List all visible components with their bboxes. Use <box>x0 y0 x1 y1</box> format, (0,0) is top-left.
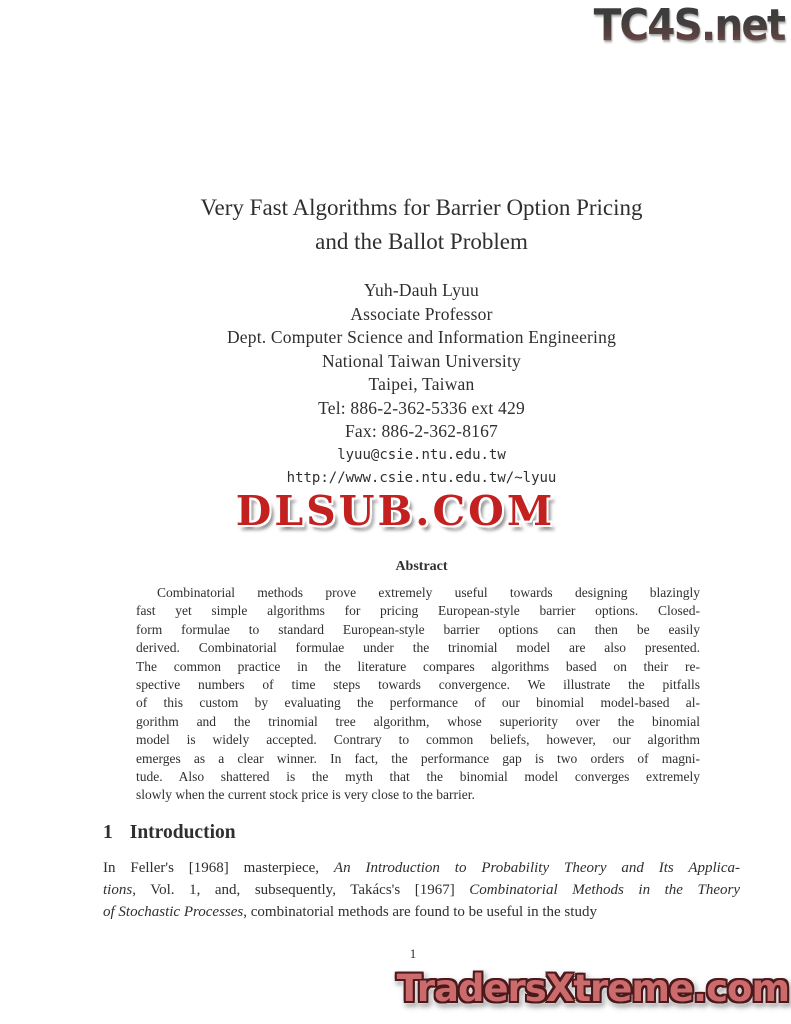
intro-text-segment: , combinatorial methods are found to be useful in the study <box>243 904 597 920</box>
intro-text-segment-italic: of Stochastic Processes <box>103 904 244 920</box>
abstract-line: derived. Combinatorial formulae under the trinomial model are also presented. <box>136 640 700 656</box>
intro-text-segment-italic: Combinatorial Methods in the Theory <box>469 882 740 898</box>
author-block <box>103 279 740 491</box>
intro-text-segment: , Vol. 1, and, subsequently, Takács's [1967] <box>132 882 470 898</box>
paper-title-line2: and the Ballot Problem <box>315 229 528 254</box>
author-name: Yuh-Dauh Lyuu <box>364 280 479 300</box>
intro-text-segment-italic: An Introduction to Probability Theory and Its Applica- <box>333 860 740 876</box>
author-university: National Taiwan University <box>321 350 522 371</box>
intro-line <box>103 901 740 923</box>
abstract-line: form formulae to standard European-style barrier options can then be easily <box>136 621 700 637</box>
abstract-text <box>136 584 700 805</box>
paper-title <box>103 191 740 259</box>
section-number: 1 <box>103 822 113 843</box>
abstract-line: tude. Also shattered is the myth that the binomial model converges extremely <box>136 769 700 785</box>
intro-line <box>103 879 740 901</box>
intro-text-segment-italic: tions <box>103 882 133 898</box>
paper-title-line1: Very Fast Algorithms for Barrier Option Pricing <box>200 195 643 220</box>
abstract-line: The common practice in the literature compares algorithms based on their re- <box>136 658 700 674</box>
abstract-heading: Abstract <box>395 559 448 574</box>
author-url: http://www.csie.ntu.edu.tw/~lyuu <box>286 470 557 486</box>
abstract-line: gorithm and the trinomial tree algorithm, whose superiority over the binomial <box>136 713 700 729</box>
author-tel: Tel: 886-2-362-5336 ext 429 <box>318 397 525 418</box>
section-title: Introduction <box>129 822 236 843</box>
author-fax: Fax: 886-2-362-8167 <box>344 421 499 441</box>
abstract-line: emerges as a clear winner. In fact, the performance gap is two orders of magni- <box>136 750 700 766</box>
abstract-line: model is widely accepted. Contrary to common beliefs, however, our algorithm <box>136 732 700 748</box>
intro-text-segment: In Feller's [1968] masterpiece, <box>103 860 334 876</box>
page-number: 1 <box>409 946 417 961</box>
abstract-line: spective numbers of time steps towards convergence. We illustrate the pitfalls <box>136 677 700 693</box>
author-email: lyuu@csie.ntu.edu.tw <box>337 446 506 463</box>
introduction-paragraph <box>103 857 740 923</box>
abstract-line: Combinatorial methods prove extremely useful towards designing blazingly <box>157 585 700 600</box>
intro-line <box>103 857 740 879</box>
author-department: Dept. Computer Science and Information Engineering <box>226 327 617 347</box>
dlsub-watermark-logo: DLSUB.COM <box>235 487 556 535</box>
tradersxtreme-watermark-logo: TradersXtreme.com <box>396 967 789 1010</box>
author-city: Taipei, Taiwan <box>368 374 475 394</box>
tc4s-watermark-logo: TC4S.net <box>594 0 785 51</box>
abstract-line: fast yet simple algorithms for pricing European-style barrier options. Closed- <box>136 603 700 619</box>
abstract-line: of this custom by evaluating the performance of our binomial model-based al- <box>136 695 700 711</box>
abstract-line: slowly when the current stock price is very close to the barrier. <box>136 787 475 803</box>
author-role: Associate Professor <box>350 303 493 324</box>
section-heading-introduction <box>103 822 236 844</box>
